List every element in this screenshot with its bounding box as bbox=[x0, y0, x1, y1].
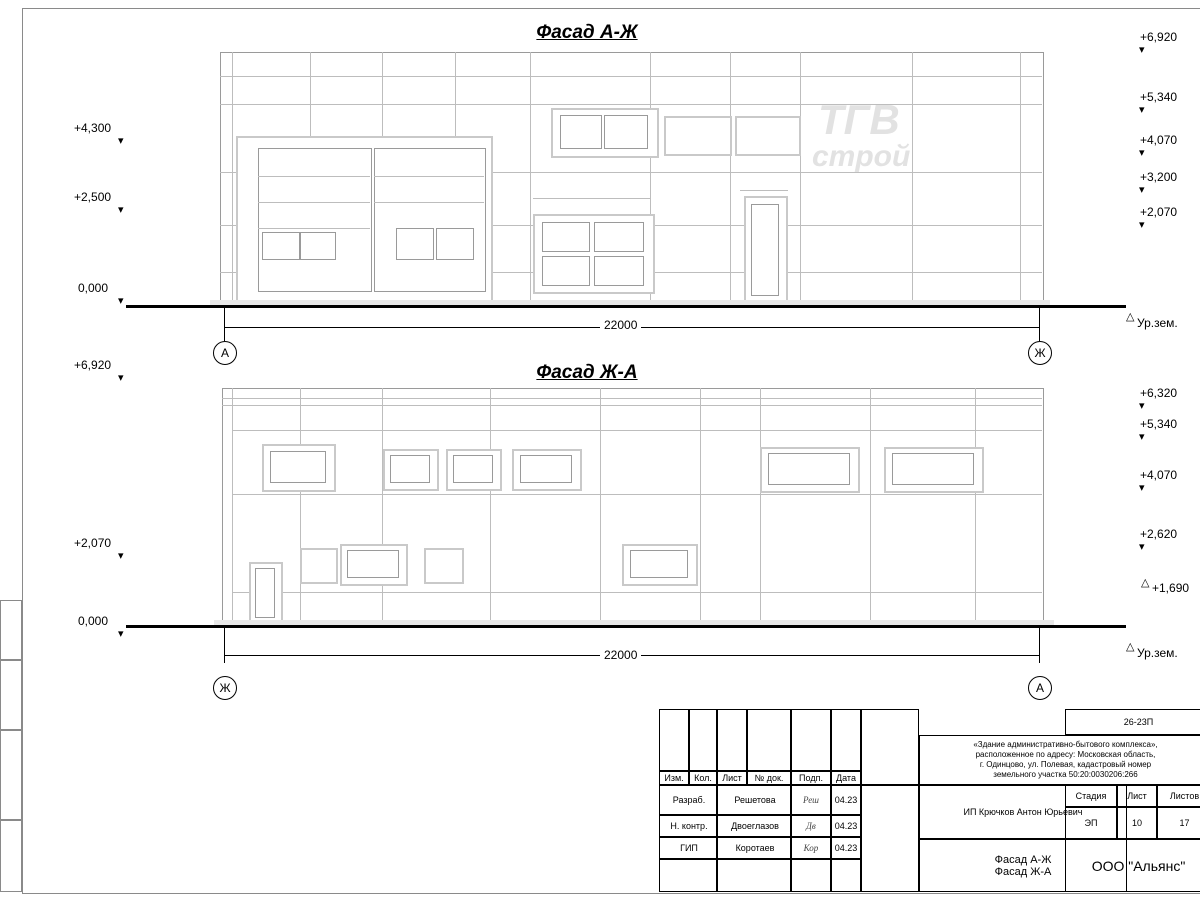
door-panel bbox=[751, 204, 779, 296]
sheet-title-line-2: Фасад Ж-А bbox=[994, 865, 1052, 878]
facade-line bbox=[258, 202, 370, 203]
window-pane bbox=[630, 550, 688, 578]
facade-line bbox=[258, 176, 370, 177]
level-arrow-icon: ▾ bbox=[1139, 184, 1145, 196]
grid-cell bbox=[861, 785, 919, 892]
date-nkontr: 04.23 bbox=[831, 815, 861, 837]
plinth bbox=[210, 300, 1050, 305]
facade-line bbox=[760, 388, 761, 622]
col-header-ndoc: № док. bbox=[747, 771, 791, 785]
facade-line bbox=[975, 388, 976, 622]
window-pane bbox=[560, 115, 602, 149]
level-arrow-icon: △ bbox=[1141, 577, 1150, 589]
level-mark-right-4: +2,620 bbox=[1140, 527, 1178, 541]
level-mark-left-1: +6,920 bbox=[74, 358, 112, 372]
window-pane bbox=[347, 550, 399, 578]
level-mark-left-2: +2,070 bbox=[74, 536, 112, 550]
logo-text-line1: ТГВ bbox=[818, 96, 900, 143]
logo-text-line2: строй bbox=[812, 140, 911, 173]
level-mark-right-2: +5,340 bbox=[1140, 417, 1178, 431]
level-arrow-icon: ▾ bbox=[1139, 541, 1145, 553]
level-arrow-icon: ▾ bbox=[118, 628, 124, 640]
facade-bottom-title: Фасад Ж-А bbox=[536, 362, 638, 383]
level-mark-right-3: +4,070 bbox=[1140, 468, 1178, 482]
facade-line bbox=[533, 198, 651, 199]
facade-line bbox=[700, 388, 701, 622]
level-arrow-icon: ▾ bbox=[1139, 44, 1145, 56]
facade-line bbox=[300, 388, 301, 622]
ground-line bbox=[126, 625, 1126, 628]
grid-cell bbox=[791, 859, 831, 892]
object-line-2: расположенное по адресу: Московская область, bbox=[975, 750, 1156, 759]
facade-line bbox=[1020, 52, 1021, 304]
level-mark-right-5: +1,690 bbox=[1152, 581, 1190, 595]
stage-header: Стадия bbox=[1065, 785, 1117, 807]
object-description bbox=[919, 735, 1200, 785]
sheet-title-line-1: Фасад А-Ж bbox=[994, 853, 1052, 866]
window-pane bbox=[768, 453, 850, 485]
grid-cell bbox=[831, 859, 861, 892]
facade-line bbox=[740, 190, 788, 191]
object-line-1: «Здание административно-бытового комплекса», bbox=[973, 740, 1158, 749]
axis-marker-zh: Ж bbox=[213, 676, 237, 700]
facade-line bbox=[232, 52, 233, 304]
axis-marker-zh: Ж bbox=[1028, 341, 1052, 365]
window-pane bbox=[542, 222, 590, 252]
col-header-data: Дата bbox=[831, 771, 861, 785]
window-pane bbox=[594, 256, 644, 286]
facade-line bbox=[232, 494, 1042, 495]
level-arrow-icon: ▾ bbox=[1139, 104, 1145, 116]
role-nkontr: Н. контр. bbox=[659, 815, 717, 837]
stage-value: ЭП bbox=[1065, 807, 1117, 839]
level-mark-left-3: 0,000 bbox=[78, 281, 109, 295]
level-arrow-icon: ▾ bbox=[118, 204, 124, 216]
glazing-pane bbox=[300, 232, 336, 260]
facade-bottom-building bbox=[222, 388, 1044, 624]
window-pane bbox=[892, 453, 974, 485]
name-gip: Коротаев bbox=[717, 837, 791, 859]
signature-gip: Кор bbox=[791, 837, 831, 859]
object-line-3: г. Одинцово, ул. Полевая, кадастровый номер bbox=[979, 760, 1152, 769]
facade-line bbox=[800, 52, 801, 304]
facade-line bbox=[258, 228, 370, 229]
level-mark-right-2: +5,340 bbox=[1140, 90, 1178, 104]
signature-nkontr: Дв bbox=[791, 815, 831, 837]
facade-line bbox=[870, 388, 871, 622]
level-arrow-icon: ▾ bbox=[1139, 147, 1145, 159]
level-mark-left-1: +4,300 bbox=[74, 121, 112, 135]
company-name: ООО "Альянс" bbox=[1065, 839, 1200, 892]
ground-level-label-bottom: Ур.зем. bbox=[1137, 646, 1178, 660]
level-mark-right-4: +3,200 bbox=[1140, 170, 1178, 184]
col-header-izm: Изм. bbox=[659, 771, 689, 785]
window bbox=[424, 548, 464, 584]
grid-cell bbox=[717, 859, 791, 892]
grid-cell bbox=[831, 709, 861, 771]
axis-line bbox=[1039, 305, 1040, 341]
window-pane bbox=[390, 455, 430, 483]
sheets-header: Листов bbox=[1157, 785, 1200, 807]
level-mark-right-5: +2,070 bbox=[1140, 205, 1178, 219]
level-arrow-icon: ▾ bbox=[118, 295, 124, 307]
col-header-kol: Кол. bbox=[689, 771, 717, 785]
object-line-4: земельного участка 50:20:0030206:266 bbox=[993, 770, 1138, 779]
doc-number: 26-23П bbox=[1065, 709, 1200, 735]
level-arrow-icon: △ bbox=[1126, 311, 1135, 323]
glazing-pane bbox=[262, 232, 300, 260]
level-arrow-icon: ▾ bbox=[1139, 219, 1145, 231]
level-arrow-icon: ▾ bbox=[118, 135, 124, 147]
col-header-list: Лист bbox=[717, 771, 747, 785]
level-mark-left-3: 0,000 bbox=[78, 614, 109, 628]
window-pane bbox=[604, 115, 648, 149]
level-arrow-icon: ▾ bbox=[118, 550, 124, 562]
name-razrab: Решетова bbox=[717, 785, 791, 815]
glazing-pane bbox=[436, 228, 474, 260]
facade-line bbox=[374, 202, 484, 203]
level-mark-right-1: +6,320 bbox=[1140, 386, 1178, 400]
level-arrow-icon: ▾ bbox=[118, 372, 124, 384]
title-block bbox=[659, 709, 1200, 892]
axis-line bbox=[1039, 625, 1040, 663]
facade-line bbox=[600, 388, 601, 622]
glazing-panel bbox=[374, 148, 486, 292]
window-pane bbox=[520, 455, 572, 483]
window bbox=[664, 116, 732, 156]
facade-line bbox=[382, 388, 383, 622]
date-gip: 04.23 bbox=[831, 837, 861, 859]
dimension-value-top: 22000 bbox=[600, 318, 641, 332]
axis-marker-a: А bbox=[1028, 676, 1052, 700]
grid-cell bbox=[659, 859, 717, 892]
facade-line bbox=[730, 52, 731, 304]
facade-line bbox=[232, 592, 1042, 593]
facade-line bbox=[222, 398, 1042, 399]
sheets-value: 17 bbox=[1157, 807, 1200, 839]
window-pane bbox=[594, 222, 644, 252]
facade-line bbox=[232, 430, 1042, 431]
grid-cell bbox=[689, 709, 717, 771]
glazing-panel bbox=[258, 148, 372, 292]
signature-razrab: Реш bbox=[791, 785, 831, 815]
facade-top-title: Фасад А-Ж bbox=[536, 22, 638, 43]
facade-line bbox=[220, 76, 1042, 77]
dimension-value-bottom: 22000 bbox=[600, 648, 641, 662]
grid-cell bbox=[717, 709, 747, 771]
grid-cell bbox=[659, 709, 689, 771]
level-mark-left-2: +2,500 bbox=[74, 190, 112, 204]
sheet-value: 10 bbox=[1117, 807, 1157, 839]
facade-line bbox=[912, 52, 913, 304]
level-arrow-icon: △ bbox=[1126, 641, 1135, 653]
plinth bbox=[214, 620, 1054, 625]
door-panel bbox=[255, 568, 275, 618]
grid-cell bbox=[747, 709, 791, 771]
facade-line bbox=[374, 176, 484, 177]
ground-level-label-top: Ур.зем. bbox=[1137, 316, 1178, 330]
axis-marker-a: А bbox=[213, 341, 237, 365]
date-razrab: 04.23 bbox=[831, 785, 861, 815]
name-nkontr: Двоеглазов bbox=[717, 815, 791, 837]
window-pane bbox=[270, 451, 326, 483]
window bbox=[300, 548, 338, 584]
level-mark-right-3: +4,070 bbox=[1140, 133, 1178, 147]
role-gip: ГИП bbox=[659, 837, 717, 859]
facade-line bbox=[490, 388, 491, 622]
window-pane bbox=[453, 455, 493, 483]
facade-line bbox=[222, 405, 1042, 406]
glazing-pane bbox=[396, 228, 434, 260]
col-header-podp: Подп. bbox=[791, 771, 831, 785]
window-pane bbox=[542, 256, 590, 286]
grid-cell bbox=[861, 709, 919, 785]
level-mark-right-1: +6,920 bbox=[1140, 30, 1178, 44]
axis-line bbox=[224, 625, 225, 663]
facade-line bbox=[232, 388, 233, 622]
axis-line bbox=[224, 305, 225, 341]
sheet-header: Лист bbox=[1117, 785, 1157, 807]
ground-line bbox=[126, 305, 1126, 308]
grid-cell bbox=[791, 709, 831, 771]
facade-line bbox=[530, 52, 531, 304]
window bbox=[735, 116, 801, 156]
level-arrow-icon: ▾ bbox=[1139, 400, 1145, 412]
level-arrow-icon: ▾ bbox=[1139, 482, 1145, 494]
role-razrab: Разраб. bbox=[659, 785, 717, 815]
left-edge-stub bbox=[0, 600, 22, 892]
level-arrow-icon: ▾ bbox=[1139, 431, 1145, 443]
customer-name: ИП Крючков Антон Юрьевич bbox=[919, 785, 1127, 839]
facade-line bbox=[220, 104, 1042, 105]
